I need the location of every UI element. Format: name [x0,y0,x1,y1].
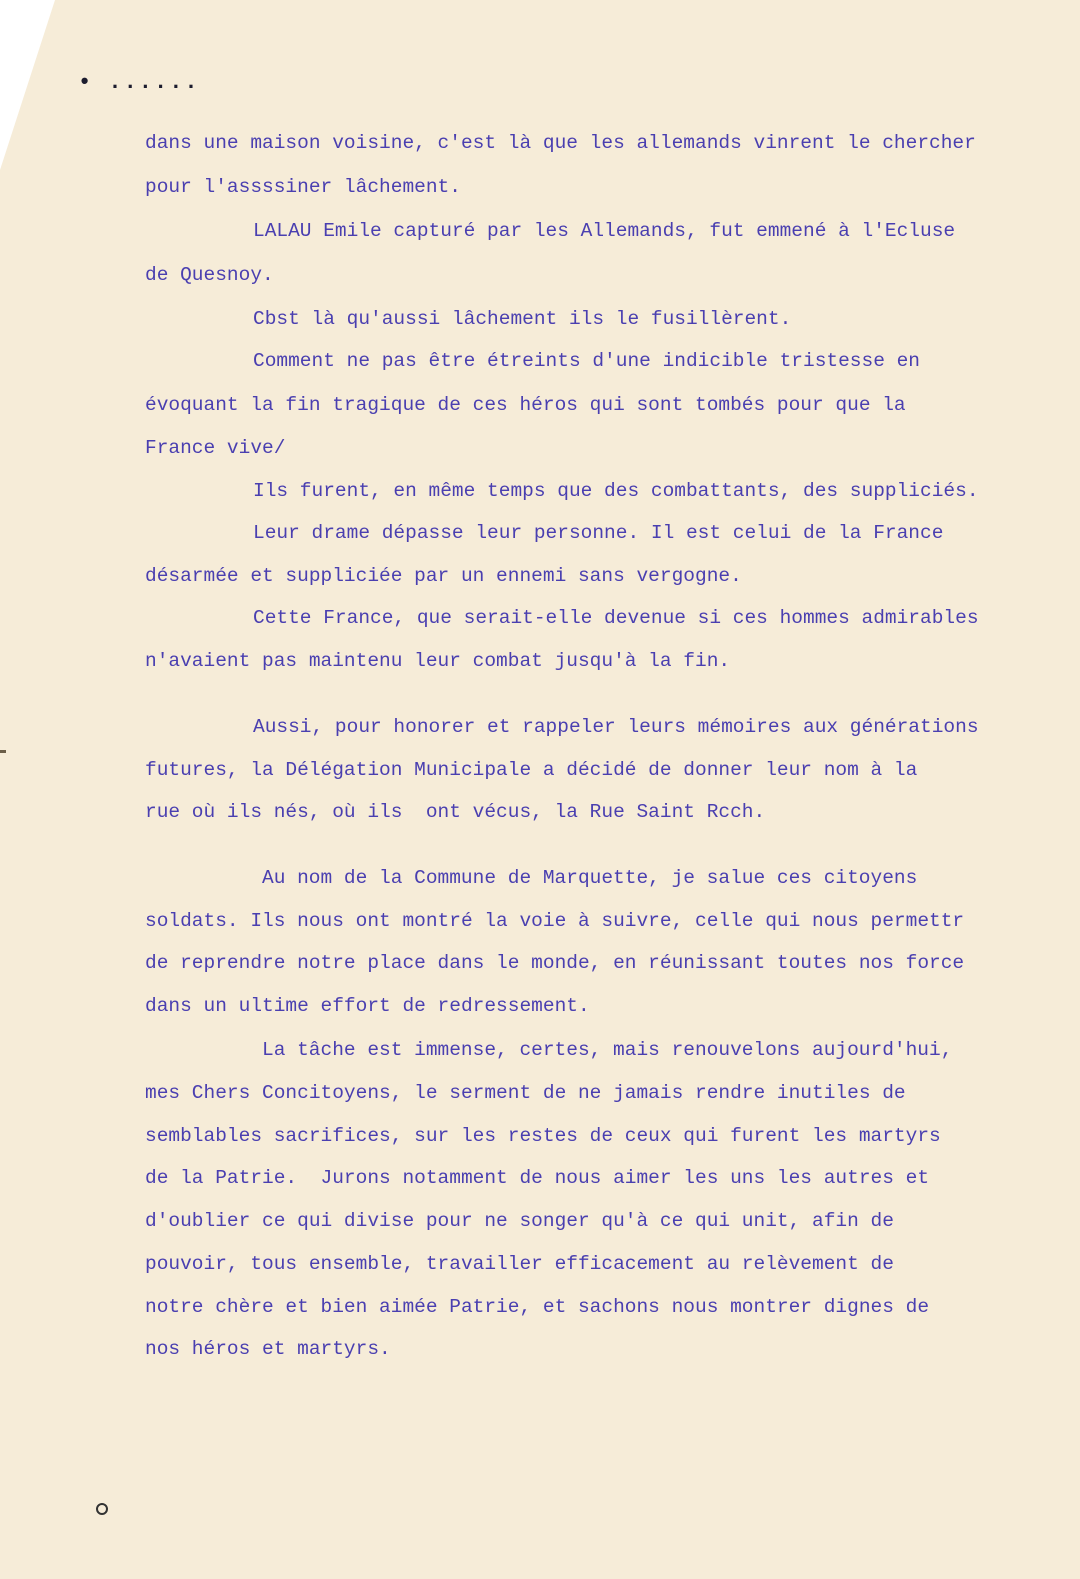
text-line: Aussi, pour honorer et rappeler leurs mémoires aux générations [253,716,979,738]
text-line: futures, la Délégation Municipale a décidé de donner leur nom à la [145,759,918,781]
text-line: pouvoir, tous ensemble, travailler efficacement au relèvement de [145,1253,894,1275]
paper-edge-mark [0,750,6,753]
text-line: de reprendre notre place dans le monde, en réunissant toutes nos force [145,952,965,974]
text-line: Au nom de la Commune de Marquette, je salue ces citoyens [262,867,918,889]
text-line: Cbst là qu'aussi lâchement ils le fusillèrent. [253,308,792,330]
text-line: de Quesnoy. [145,264,274,286]
text-line: soldats. Ils nous ont montré la voie à suivre, celle qui nous permettr [145,910,965,932]
text-line: La tâche est immense, certes, mais renouvelons aujourd'hui, [262,1039,953,1061]
text-line: dans un ultime effort de redressement. [145,995,590,1017]
punch-hole-mark [96,1503,108,1515]
text-line: de la Patrie. Jurons notamment de nous aimer les uns les autres et [145,1167,930,1189]
text-line: pour l'assssiner lâchement. [145,176,461,198]
text-line: Leur drame dépasse leur personne. Il est celui de la France [253,522,944,544]
text-line: Ils furent, en même temps que des combattants, des suppliciés. [253,480,979,502]
text-line: rue où ils nés, où ils ont vécus, la Rue Saint Rcch. [145,801,766,823]
text-line: mes Chers Concitoyens, le serment de ne jamais rendre inutiles de [145,1082,906,1104]
text-line: évoquant la fin tragique de ces héros qui sont tombés pour que la [145,394,906,416]
text-line: nos héros et martyrs. [145,1338,391,1360]
text-line: désarmée et suppliciée par un ennemi sans vergogne. [145,565,742,587]
text-line: d'oublier ce qui divise pour ne songer qu'à ce qui unit, afin de [145,1210,894,1232]
text-line: Cette France, que serait-elle devenue si ces hommes admirables [253,607,979,629]
text-line: notre chère et bien aimée Patrie, et sachons nous montrer dignes de [145,1296,930,1318]
text-line: semblables sacrifices, sur les restes de ceux qui furent les martyrs [145,1125,941,1147]
text-line: n'avaient pas maintenu leur combat jusqu'à la fin. [145,650,731,672]
text-line: France vive/ [145,437,286,459]
text-line: Comment ne pas être étreints d'une indicible tristesse en [253,350,921,372]
text-line: dans une maison voisine, c'est là que les allemands vinrent le chercher [145,132,976,154]
page-marker: • ...... [78,70,200,95]
text-line: LALAU Emile capturé par les Allemands, fut emmené à l'Ecluse [253,220,956,242]
